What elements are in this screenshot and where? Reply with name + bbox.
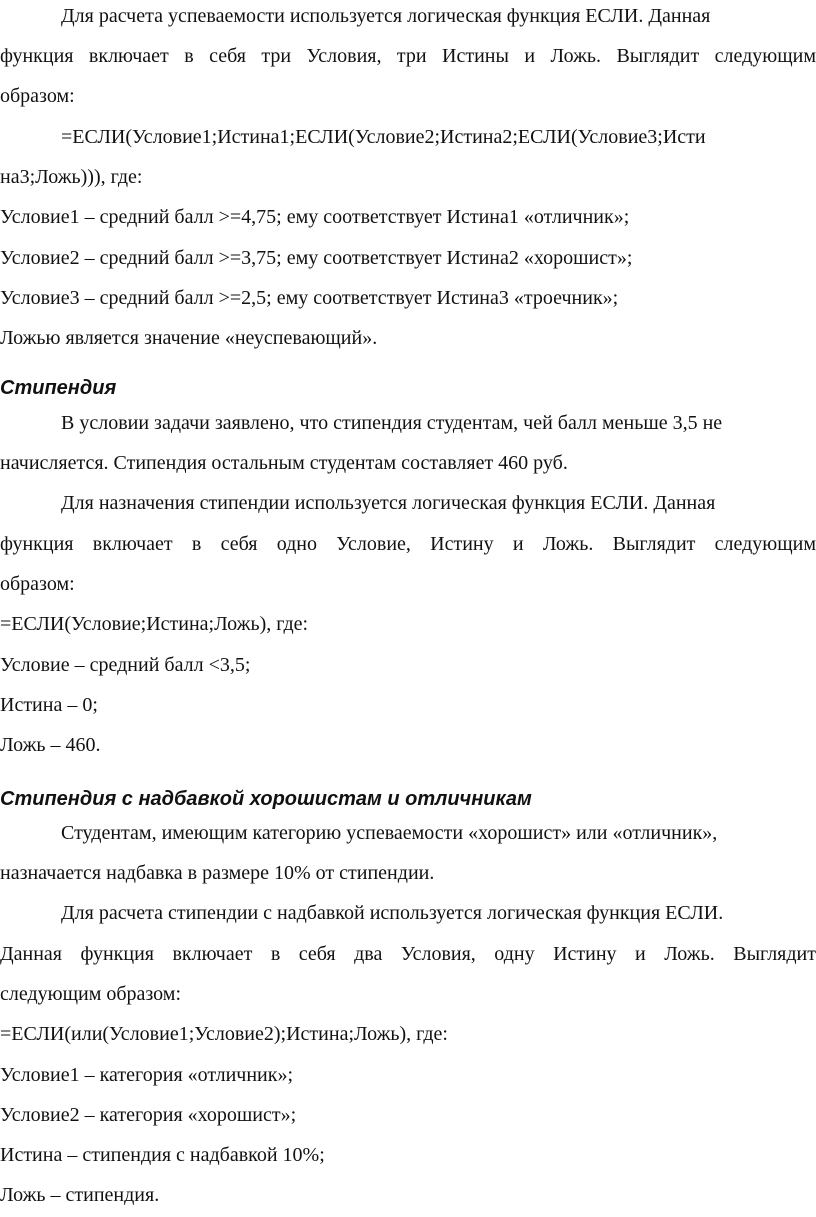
condition-line: Истина – стипендия с надбавкой 10%;	[0, 1144, 325, 1166]
paragraph-line: Для расчета стипендии с надбавкой используется логическая функция ЕСЛИ.	[61, 902, 724, 924]
paragraph-line: назначается надбавка в размере 10% от стипендии.	[0, 862, 435, 884]
condition-line: Ложь – стипендия.	[0, 1184, 160, 1206]
paragraph-line: функция включает в себя три Условия, три Истины и Ложь. Выглядит следующим	[0, 45, 816, 67]
paragraph-line: Данная функция включает в себя два Условия, одну Истину и Ложь. Выглядит	[0, 943, 816, 965]
formula-line: =ЕСЛИ(Условие;Истина;Ложь), где:	[0, 613, 309, 635]
formula-line: на3;Ложь))), где:	[0, 166, 143, 188]
paragraph-line: образом:	[0, 573, 75, 595]
paragraph-line: функция включает в себя одно Условие, Истину и Ложь. Выглядит следующим	[0, 533, 816, 555]
condition-line: Истина – 0;	[0, 694, 98, 716]
condition-line: Ложь – 460.	[0, 734, 101, 756]
section-heading: Стипендия	[0, 377, 117, 399]
paragraph-line: Студентам, имеющим категорию успеваемости «хорошист» или «отличник»,	[61, 822, 718, 844]
paragraph-line: следующим образом:	[0, 983, 182, 1005]
paragraph-line: Для назначения стипендии используется логическая функция ЕСЛИ. Данная	[61, 492, 716, 514]
condition-line: Условие1 – средний балл >=4,75; ему соответствует Истина1 «отличник»;	[0, 206, 630, 228]
condition-line: Условие3 – средний балл >=2,5; ему соответствует Истина3 «троечник»;	[0, 287, 619, 309]
section-heading: Стипендия с надбавкой хорошистам и отличникам	[0, 788, 532, 810]
condition-line: Ложью является значение «неуспевающий».	[0, 327, 378, 349]
paragraph-line: начисляется. Стипендия остальным студентам составляет 460 руб.	[0, 452, 568, 474]
condition-line: Условие2 – категория «хорошист»;	[0, 1104, 297, 1126]
formula-line: =ЕСЛИ(или(Условие1;Условие2);Истина;Ложь), где:	[0, 1023, 448, 1045]
paragraph-line: В условии задачи заявлено, что стипендия студентам, чей балл меньше 3,5 не	[61, 412, 723, 434]
paragraph-line: образом:	[0, 85, 75, 107]
condition-line: Условие – средний балл <3,5;	[0, 654, 251, 676]
condition-line: Условие2 – средний балл >=3,75; ему соответствует Истина2 «хорошист»;	[0, 247, 633, 269]
condition-line: Условие1 – категория «отличник»;	[0, 1064, 294, 1086]
formula-line: =ЕСЛИ(Условие1;Истина1;ЕСЛИ(Условие2;Истина2;ЕСЛИ(Условие3;Исти	[61, 126, 706, 148]
paragraph-line: Для расчета успеваемости используется логическая функция ЕСЛИ. Данная	[61, 5, 711, 27]
